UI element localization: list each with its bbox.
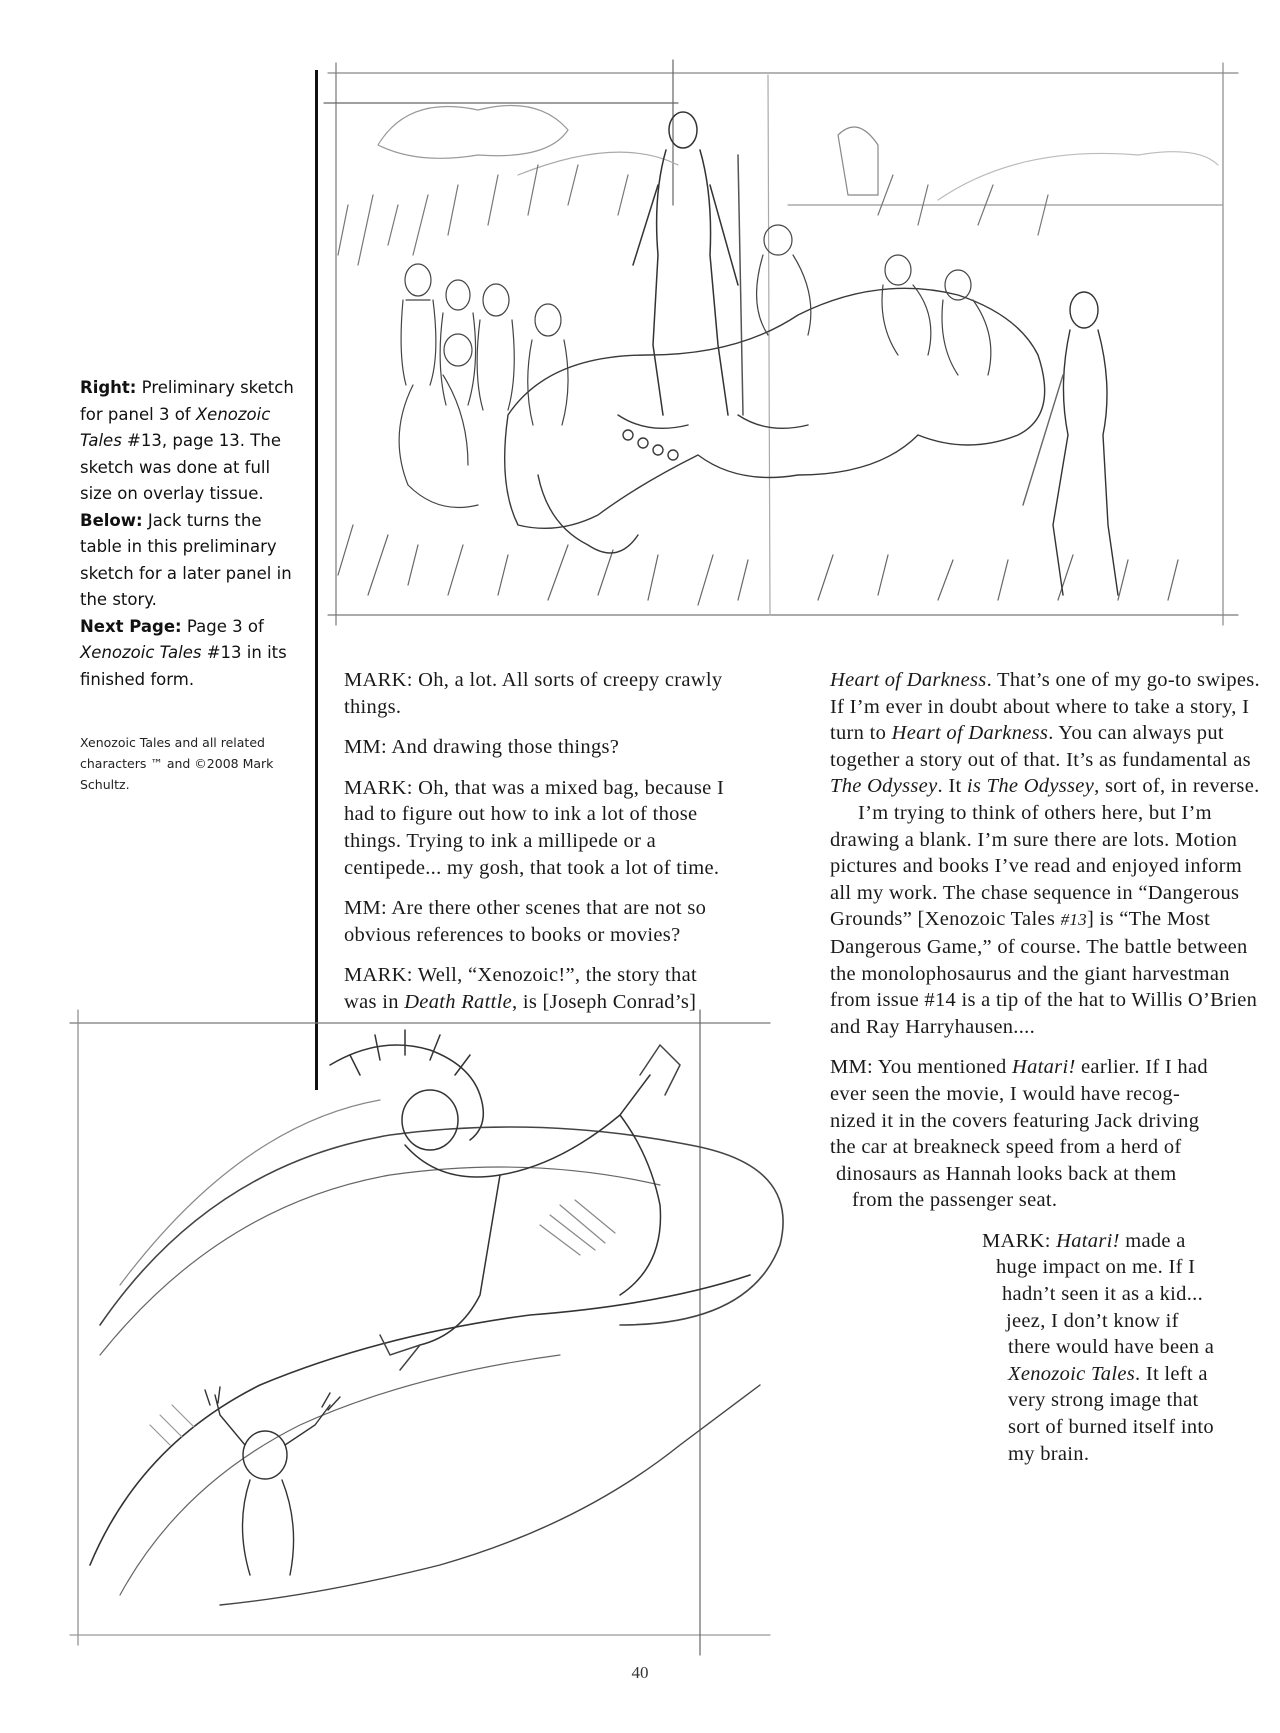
speaker-mm: MM:: [830, 1056, 874, 1079]
speaker-mark: MARK:: [344, 776, 413, 799]
caption-next: [80, 614, 295, 694]
top-pencil-sketch: [318, 55, 1263, 655]
answer-text: made a: [1125, 1229, 1186, 1252]
answer-text: . That’s one of my go-to swipes. If I’m ever in doubt about where to take a story, I turn to: [830, 669, 1260, 745]
question-text: earlier. If I had: [1081, 1056, 1208, 1079]
answer-text: . You can always put together a story out of that. It’s as fundamental as: [830, 722, 1251, 771]
book-title: The Odyssey: [830, 775, 938, 798]
book-title: The Odyssey: [986, 775, 1095, 798]
caption-right: [80, 375, 295, 508]
left-paragraph-1: [344, 667, 734, 720]
answer-text: Oh, that was a mixed bag, because I had to figure out how to ink a lot of those things. Trying to ink a millipede or a centipede... my gosh, that took a lot of time.: [344, 776, 725, 879]
caption-below: [80, 508, 295, 614]
interview-left-column: [344, 667, 734, 1016]
movie-title: Hatari!: [1056, 1229, 1120, 1252]
book-title: Heart of Darkness: [830, 669, 987, 691]
book-title: Xenozoic Tales: [1008, 1362, 1136, 1385]
text-line: the car at breakneck speed from a herd of: [830, 1136, 1182, 1159]
caption-next-text-1: Page 3 of: [186, 616, 264, 636]
text-line: sort of burned itself into: [1008, 1416, 1214, 1439]
text-line: ever seen the movie, I would have recog-: [830, 1082, 1181, 1105]
left-paragraph-3: [344, 775, 734, 881]
text-line: [830, 1054, 1265, 1081]
speaker-mm: MM:: [344, 736, 388, 759]
emphasis: is: [966, 775, 982, 798]
left-paragraph-4: [344, 895, 734, 948]
speaker-mm: MM:: [344, 897, 388, 920]
answer-text: ] is “The Most Dangerous Game,” of course. The battle between the monolophosaurus and the giant harvestman from issue #14 is a tip of the hat to Willis O’Brien and Ray Harryhausen....: [830, 908, 1258, 1038]
top-sketch-drawing: [318, 55, 1263, 655]
caption-next-text-2: #13 in its finished form.: [80, 643, 287, 689]
text-line: very strong image that: [1008, 1389, 1199, 1412]
right-paragraph-3: [830, 1054, 1265, 1214]
caption-next-label: Next Page:: [80, 616, 182, 636]
caption-right-title: Xenozoic Tales: [80, 404, 271, 450]
right-paragraph-4: [830, 1228, 1265, 1467]
caption-below-text: Jack turns the table in this preliminary sketch for a later panel in the story.: [80, 510, 292, 609]
text-line: from the passenger seat.: [852, 1189, 1058, 1212]
question-text: Are there other scenes that are not so obvious references to books or movies?: [344, 897, 707, 946]
left-paragraph-5: [344, 962, 734, 1015]
answer-text: Oh, a lot. All sorts of creepy crawly things.: [344, 669, 723, 718]
answer-text: , is [Joseph Conrad’s]: [512, 990, 697, 1013]
text-line: dinosaurs as Hannah looks back at them: [836, 1162, 1177, 1185]
text-line: [830, 1228, 1265, 1255]
caption-next-title: Xenozoic Tales: [80, 643, 202, 662]
question-text: You mentioned: [877, 1056, 1007, 1079]
sidebar-caption: [80, 375, 295, 693]
answer-text: I’m trying to think of others here, but I’m drawing a blank. I’m sure there are lots. Motion pictures and books I’ve read and enjoyed inform all my work. The chase sequence in “Dangerous Grounds” [Xenozoic Tales: [830, 801, 1243, 931]
answer-text: Well, “Xenozoic!”, the story that was in: [344, 964, 697, 1013]
copyright-credit: Xenozoic Tales and all related characters ™ and ©2008 Mark Schultz.: [80, 735, 274, 792]
text-line: [830, 1361, 1265, 1388]
speaker-mark: MARK:: [344, 964, 413, 987]
right-paragraph-1: [830, 667, 1265, 800]
answer-text: . It left a: [1135, 1362, 1208, 1385]
text-line: hadn’t seen it as a kid...: [1002, 1283, 1203, 1306]
speaker-mark: MARK:: [344, 669, 413, 691]
book-title: Death Rattle: [404, 990, 512, 1013]
movie-title: Hatari!: [1011, 1056, 1076, 1079]
caption-right-label: Right:: [80, 378, 137, 397]
caption-right-text-2: #13, page 13. The sketch was done at full size on overlay tissue.: [80, 431, 281, 503]
answer-text: , sort of, in reverse.: [1094, 775, 1260, 798]
bottom-pencil-sketch: [60, 1005, 820, 1665]
bottom-sketch-drawing: [60, 1005, 820, 1665]
book-title: Heart of Darkness: [891, 722, 1049, 745]
text-line: there would have been a: [1008, 1336, 1215, 1359]
answer-text: . It: [937, 775, 962, 798]
caption-right-text-1: Preliminary sketch for panel 3 of: [80, 378, 294, 424]
text-line: nized it in the covers featuring Jack driving: [830, 1109, 1200, 1132]
question-text: And drawing those things?: [391, 736, 620, 759]
left-paragraph-2: [344, 734, 734, 761]
interview-right-column: [830, 667, 1265, 1467]
text-line: my brain.: [1008, 1442, 1090, 1465]
issue-number: #13: [1060, 910, 1087, 930]
speaker-mark: MARK:: [982, 1229, 1051, 1252]
text-line: huge impact on me. If I: [996, 1256, 1196, 1279]
text-line: jeez, I don’t know if: [1006, 1309, 1179, 1332]
caption-below-label: Below:: [80, 510, 143, 530]
page-number: 40: [631, 1663, 649, 1682]
right-paragraph-2: [830, 800, 1265, 1040]
